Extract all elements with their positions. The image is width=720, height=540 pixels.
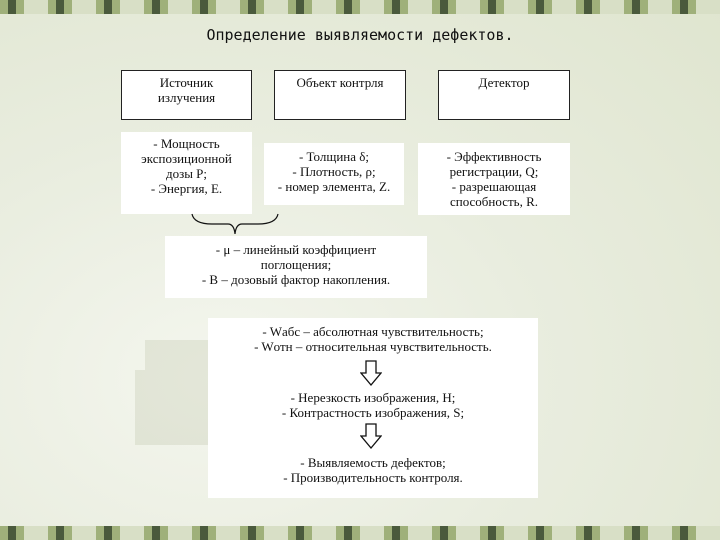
source-param-line: - Энергия, E.: [150, 181, 223, 196]
stripe-segment: [296, 0, 304, 14]
stripe-segment: [376, 0, 384, 14]
stripe-segment: [288, 526, 296, 540]
stripe-segment: [64, 526, 72, 540]
object-param-line: - Плотность, ρ;: [292, 164, 376, 179]
stripe-segment: [96, 0, 104, 14]
stripe-segment: [712, 0, 720, 14]
stripe-segment: [528, 526, 536, 540]
object-params-box: [264, 143, 404, 205]
stripe-segment: [352, 526, 360, 540]
attenuation-line: поглощения;: [260, 257, 332, 272]
stripe-segment: [512, 0, 520, 14]
stripe-segment: [624, 526, 632, 540]
stripe-segment: [112, 526, 120, 540]
stripe-segment: [432, 0, 440, 14]
stripe-segment: [144, 526, 152, 540]
stripe-segment: [656, 526, 664, 540]
stripe-segment: [384, 526, 392, 540]
stripe-segment: [336, 526, 344, 540]
stripe-segment: [416, 0, 424, 14]
stripe-segment: [488, 0, 496, 14]
stripe-segment: [384, 0, 392, 14]
stripe-segment: [24, 526, 32, 540]
stripe-segment: [544, 526, 552, 540]
stripe-segment: [568, 526, 576, 540]
stripe-segment: [456, 0, 464, 14]
source-header-line: Источник: [159, 75, 214, 90]
stripe-segment: [360, 526, 368, 540]
stripe-segment: [408, 0, 416, 14]
source-param-line: - Мощность: [153, 136, 220, 151]
stripe-segment: [536, 526, 544, 540]
stripe-segment: [552, 0, 560, 14]
stripe-segment: [32, 526, 40, 540]
source-params-box: [121, 132, 252, 214]
stripe-segment: [72, 526, 80, 540]
stripe-segment: [104, 0, 112, 14]
top-decorative-stripe: [0, 0, 720, 14]
stripe-segment: [688, 526, 696, 540]
stripe-segment: [328, 0, 336, 14]
stripe-segment: [168, 0, 176, 14]
stripe-segment: [48, 0, 56, 14]
stripe-segment: [136, 0, 144, 14]
stripe-segment: [256, 526, 264, 540]
stripe-segment: [424, 526, 432, 540]
stripe-segment: [312, 0, 320, 14]
stripe-segment: [64, 0, 72, 14]
stripe-segment: [344, 526, 352, 540]
stripe-segment: [344, 0, 352, 14]
stripe-segment: [320, 0, 328, 14]
detector-param-line: - разрешающая: [451, 179, 537, 194]
stripe-segment: [240, 526, 248, 540]
stripe-segment: [520, 526, 528, 540]
down-arrow-icon: [360, 360, 382, 386]
stripe-segment: [576, 526, 584, 540]
stripe-segment: [120, 0, 128, 14]
stripe-segment: [704, 526, 712, 540]
sensitivity-line: - Wабс – абсолютная чувствительность;: [262, 324, 484, 339]
stripe-segment: [624, 0, 632, 14]
sensitivity-line: - Wотн – относительная чувствительность.: [254, 339, 492, 354]
stripe-segment: [256, 0, 264, 14]
stripe-segment: [88, 0, 96, 14]
stripe-segment: [208, 0, 216, 14]
stripe-segment: [680, 0, 688, 14]
stripe-segment: [320, 526, 328, 540]
stripe-segment: [480, 526, 488, 540]
stripe-segment: [72, 0, 80, 14]
stripe-segment: [8, 0, 16, 14]
stripe-segment: [584, 526, 592, 540]
stripe-segment: [208, 526, 216, 540]
stripe-segment: [232, 0, 240, 14]
stripe-segment: [248, 0, 256, 14]
bottom-decorative-stripe: [0, 526, 720, 540]
source-header-line: излучения: [157, 90, 216, 105]
stripe-segment: [448, 0, 456, 14]
stripe-segment: [464, 0, 472, 14]
detector-param-line: - Эффективность: [446, 149, 542, 164]
stripe-segment: [184, 526, 192, 540]
stripe-segment: [488, 526, 496, 540]
stripe-segment: [640, 0, 648, 14]
stripe-segment: [464, 526, 472, 540]
stripe-segment: [168, 526, 176, 540]
curly-brace-connector: [190, 212, 280, 236]
stripe-segment: [672, 526, 680, 540]
stripe-segment: [272, 526, 280, 540]
stripe-segment: [512, 526, 520, 540]
stripe-segment: [192, 0, 200, 14]
stripe-segment: [240, 0, 248, 14]
stripe-segment: [472, 0, 480, 14]
stripe-segment: [32, 0, 40, 14]
stripe-segment: [632, 0, 640, 14]
stripe-segment: [216, 0, 224, 14]
stripe-segment: [616, 526, 624, 540]
stripe-segment: [184, 0, 192, 14]
stripe-segment: [608, 0, 616, 14]
stripe-segment: [704, 0, 712, 14]
stripe-segment: [656, 0, 664, 14]
stripe-segment: [480, 0, 488, 14]
stripe-segment: [568, 0, 576, 14]
stripe-segment: [112, 0, 120, 14]
stripe-segment: [336, 0, 344, 14]
detector-header-line: Детектор: [478, 75, 530, 90]
stripe-segment: [224, 0, 232, 14]
stripe-segment: [432, 526, 440, 540]
stripe-segment: [176, 0, 184, 14]
stripe-segment: [640, 526, 648, 540]
stripe-segment: [288, 0, 296, 14]
stripe-segment: [328, 526, 336, 540]
stripe-segment: [392, 526, 400, 540]
stripe-segment: [264, 0, 272, 14]
stripe-segment: [280, 0, 288, 14]
source-param-line: экспозиционной: [141, 151, 232, 166]
stripe-segment: [600, 0, 608, 14]
stripe-segment: [40, 0, 48, 14]
stripe-segment: [608, 526, 616, 540]
stripe-segment: [368, 0, 376, 14]
stripe-segment: [200, 526, 208, 540]
stripe-segment: [24, 0, 32, 14]
stripe-segment: [200, 0, 208, 14]
stripe-segment: [80, 526, 88, 540]
stripe-segment: [120, 526, 128, 540]
stripe-segment: [96, 526, 104, 540]
stripe-segment: [360, 0, 368, 14]
stripe-segment: [136, 526, 144, 540]
detector-params-box: [418, 143, 570, 215]
stripe-segment: [648, 0, 656, 14]
attenuation-box: [165, 236, 427, 298]
results-box: [208, 318, 538, 498]
stripe-segment: [304, 526, 312, 540]
stripe-segment: [88, 526, 96, 540]
attenuation-line: - μ – линейный коэффициент: [215, 242, 377, 257]
stripe-segment: [560, 526, 568, 540]
stripe-segment: [152, 0, 160, 14]
down-arrow-icon: [360, 423, 382, 449]
stripe-segment: [0, 526, 8, 540]
stripe-segment: [664, 526, 672, 540]
stripe-segment: [352, 0, 360, 14]
stripe-segment: [616, 0, 624, 14]
stripe-segment: [160, 526, 168, 540]
source-header-box: [121, 70, 252, 120]
stripe-segment: [392, 0, 400, 14]
stripe-segment: [152, 526, 160, 540]
stripe-segment: [376, 526, 384, 540]
stripe-segment: [192, 526, 200, 540]
stripe-segment: [712, 526, 720, 540]
stripe-segment: [248, 526, 256, 540]
stripe-segment: [0, 0, 8, 14]
stripe-segment: [456, 526, 464, 540]
stripe-segment: [448, 526, 456, 540]
stripe-segment: [224, 526, 232, 540]
stripe-segment: [552, 526, 560, 540]
detector-header-box: [438, 70, 570, 120]
stripe-segment: [416, 526, 424, 540]
stripe-segment: [504, 526, 512, 540]
stripe-segment: [296, 526, 304, 540]
stripe-segment: [680, 526, 688, 540]
image-quality-line: - Контрастность изображения, S;: [281, 405, 465, 420]
stripe-segment: [400, 526, 408, 540]
stripe-segment: [16, 526, 24, 540]
stripe-segment: [688, 0, 696, 14]
stripe-segment: [664, 0, 672, 14]
stripe-segment: [584, 0, 592, 14]
stripe-segment: [280, 526, 288, 540]
stripe-segment: [544, 0, 552, 14]
object-header-line: Объект контрля: [296, 75, 384, 90]
stripe-segment: [56, 526, 64, 540]
stripe-segment: [408, 526, 416, 540]
stripe-segment: [440, 0, 448, 14]
detector-param-line: способность, R.: [449, 194, 539, 209]
stripe-segment: [536, 0, 544, 14]
stripe-segment: [600, 526, 608, 540]
stripe-segment: [40, 526, 48, 540]
stripe-segment: [16, 0, 24, 14]
stripe-segment: [528, 0, 536, 14]
stripe-segment: [504, 0, 512, 14]
stripe-segment: [632, 526, 640, 540]
stripe-segment: [520, 0, 528, 14]
stripe-segment: [56, 0, 64, 14]
result-line: - Выявляемость дефектов;: [300, 455, 446, 470]
stripe-segment: [80, 0, 88, 14]
stripe-segment: [472, 526, 480, 540]
stripe-segment: [696, 526, 704, 540]
stripe-segment: [48, 526, 56, 540]
detector-param-line: регистрации, Q;: [449, 164, 539, 179]
stripe-segment: [424, 0, 432, 14]
result-line: - Производительность контроля.: [283, 470, 463, 485]
stripe-segment: [496, 526, 504, 540]
stripe-segment: [160, 0, 168, 14]
object-param-line: - Толщина δ;: [298, 149, 370, 164]
object-header-box: [274, 70, 406, 120]
stripe-segment: [592, 0, 600, 14]
source-param-line: дозы P;: [165, 166, 208, 181]
stripe-segment: [576, 0, 584, 14]
stripe-segment: [592, 526, 600, 540]
stripe-segment: [312, 526, 320, 540]
stripe-segment: [496, 0, 504, 14]
stripe-segment: [304, 0, 312, 14]
stripe-segment: [560, 0, 568, 14]
stripe-segment: [264, 526, 272, 540]
image-quality-line: - Нерезкость изображения, H;: [290, 390, 456, 405]
stripe-segment: [104, 526, 112, 540]
stripe-segment: [400, 0, 408, 14]
slide-title: Определение выявляемости дефектов.: [206, 26, 514, 44]
attenuation-line: - B – дозовый фактор накопления.: [201, 272, 391, 287]
stripe-segment: [368, 526, 376, 540]
stripe-segment: [8, 526, 16, 540]
stripe-segment: [232, 526, 240, 540]
stripe-segment: [216, 526, 224, 540]
stripe-segment: [128, 0, 136, 14]
stripe-segment: [128, 526, 136, 540]
object-param-line: - номер элемента, Z.: [277, 179, 391, 194]
stripe-segment: [272, 0, 280, 14]
stripe-segment: [440, 526, 448, 540]
stripe-segment: [144, 0, 152, 14]
stripe-segment: [176, 526, 184, 540]
stripe-segment: [648, 526, 656, 540]
stripe-segment: [696, 0, 704, 14]
stripe-segment: [672, 0, 680, 14]
